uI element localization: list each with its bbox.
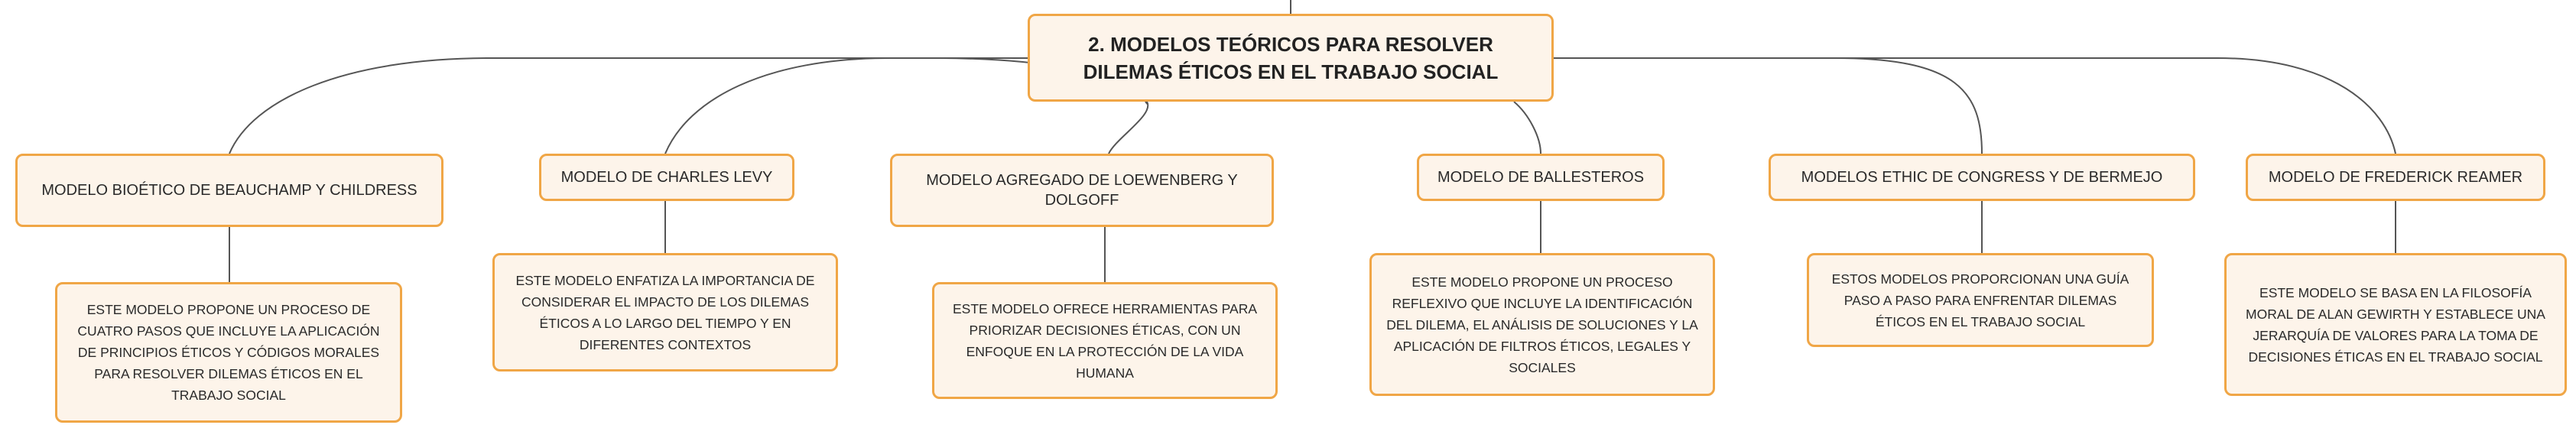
root-title-text: 2. MODELOS TEÓRICOS PARA RESOLVER DILEMAS ÉTICOS EN EL TRABAJO SOCIAL [1083, 32, 1499, 83]
description-node-loewenberg-dolgoff [932, 282, 1278, 399]
description-node-congress-bermejo [1807, 253, 2154, 347]
model-description: ESTE MODELO OFRECE HERRAMIENTAS PARA PRIORIZAR DECISIONES ÉTICAS, CON UN ENFOQUE EN LA PROTECCIÓN DE LA VIDA HUMANA [952, 300, 1258, 381]
description-node-ballesteros [1369, 253, 1715, 396]
description-node-beauchamp-childress [55, 282, 402, 423]
model-description: ESTOS MODELOS PROPORCIONAN UNA GUÍA PASO A PASO PARA ENFRENTAR DILEMAS ÉTICOS EN EL TRABAJO SOCIAL [1831, 271, 2129, 329]
root-title-node [1028, 14, 1554, 102]
model-title: MODELO DE CHARLES LEVY [560, 169, 773, 186]
model-title: MODELO AGREGADO DE LOEWENBERG Y DOLGOFF [926, 172, 1238, 209]
model-title: MODELO BIOÉTICO DE BEAUCHAMP Y CHILDRESS [41, 182, 417, 199]
connector-to-model-1 [229, 58, 890, 154]
model-title: MODELO DE BALLESTEROS [1437, 169, 1645, 186]
connector-to-model-4 [1514, 102, 1541, 154]
model-node-frederick-reamer [2246, 154, 2545, 201]
connector-to-model-6 [1835, 58, 2396, 154]
model-node-charles-levy [539, 154, 794, 201]
description-node-charles-levy [492, 253, 838, 371]
model-title: MODELO DE FREDERICK REAMER [2268, 169, 2523, 186]
model-node-ballesteros [1417, 154, 1665, 201]
model-node-loewenberg-dolgoff [890, 154, 1274, 227]
description-node-frederick-reamer [2224, 253, 2567, 396]
model-description: ESTE MODELO SE BASA EN LA FILOSOFÍA MORAL DE ALAN GEWIRTH Y ESTABLECE UNA JERARQUÍA DE VALORES PARA LA TOMA DE DECISIONES ÉTICAS EN EL TRABAJO SOCIAL [2246, 284, 2545, 365]
model-description: ESTE MODELO ENFATIZA LA IMPORTANCIA DE CONSIDERAR EL IMPACTO DE LOS DILEMAS ÉTICOS A LO LARGO DEL TIEMPO Y EN DIFERENTES CONTEXTOS [515, 272, 815, 352]
model-title: MODELOS ETHIC DE CONGRESS Y DE BERMEJO [1801, 169, 2163, 186]
connector-to-model-2 [665, 58, 890, 154]
model-description: ESTE MODELO PROPONE UN PROCESO REFLEXIVO QUE INCLUYE LA IDENTIFICACIÓN DEL DILEMA, EL ANÁLISIS DE SOLUCIONES Y LA APLICACIÓN DE FILTROS ÉTICOS, LEGALES Y SOCIALES [1386, 274, 1698, 375]
connector-to-model-5 [1554, 58, 1982, 154]
model-description: ESTE MODELO PROPONE UN PROCESO DE CUATRO PASOS QUE INCLUYE LA APLICACIÓN DE PRINCIPIOS ÉTICOS Y CÓDIGOS MORALES PARA RESOLVER DILEMAS ÉTICOS EN EL TRABAJO SOCIAL [77, 302, 380, 403]
model-node-beauchamp-childress [15, 154, 443, 227]
model-node-congress-bermejo [1769, 154, 2195, 201]
